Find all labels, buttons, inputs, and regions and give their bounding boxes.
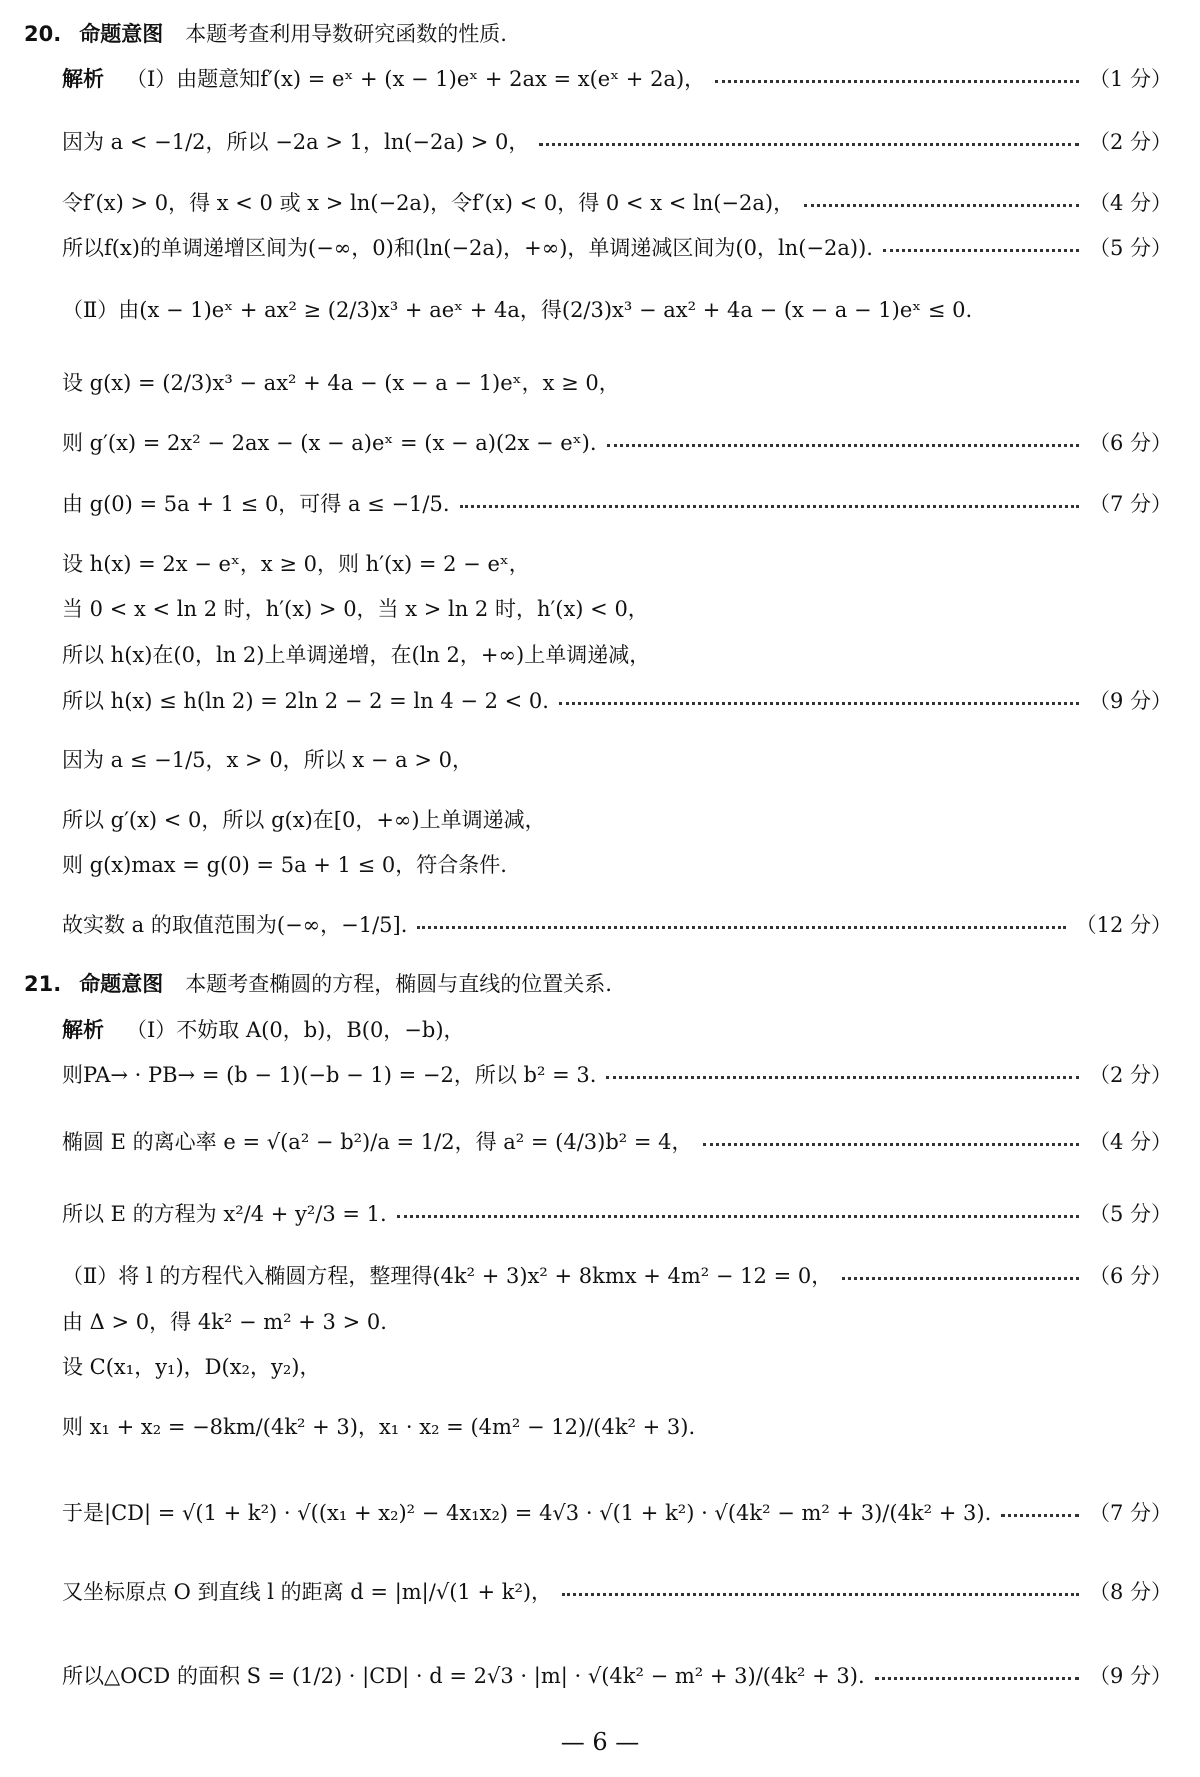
q21-line-6 <box>62 1310 1172 1335</box>
q20-line-6 <box>62 371 1172 396</box>
q20-line-score: （9 分） <box>1088 689 1172 713</box>
q21-line-score: （7 分） <box>1088 1501 1172 1525</box>
q21-line-text: 由 Δ > 0，得 4k² − m² + 3 > 0. <box>62 1310 387 1334</box>
q20-line-5 <box>62 298 1172 323</box>
q20-line-text: 所以 h(x) ≤ h(ln 2) = 2ln 2 − 2 = ln 4 − 2 < 0. <box>62 689 549 713</box>
q20-line-text: 所以f(x)的单调递增区间为(−∞，0)和(ln(−2a)，+∞)，单调递减区间为(0，ln(−2a)). <box>62 236 873 260</box>
leader-dots <box>703 1143 1079 1146</box>
q20-line-text: 因为 a ≤ −1/5，x > 0，所以 x − a > 0， <box>62 748 473 772</box>
q20-line-4 <box>62 236 1172 261</box>
q20-line-score: （6 分） <box>1088 431 1172 455</box>
q21-line-text: 则 x₁ + x₂ = −8km/(4k² + 3)，x₁ · x₂ = (4m² − 12)/(4k² + 3). <box>62 1415 696 1439</box>
q20-line-7 <box>62 431 1172 456</box>
q21-heading-text: 本题考查椭圆的方程，椭圆与直线的位置关系. <box>185 972 612 996</box>
leader-dots <box>607 444 1079 447</box>
leader-dots <box>842 1277 1079 1280</box>
q20-line-text: 当 0 < x < ln 2 时，h′(x) > 0，当 x > ln 2 时，h′(x) < 0， <box>62 597 649 621</box>
q20-line-10 <box>62 597 1172 622</box>
q21-analysis-label: 解析 <box>62 1018 104 1042</box>
leader-dots <box>715 80 1079 83</box>
leader-dots <box>539 143 1079 146</box>
leader-dots <box>562 1593 1079 1596</box>
q21-line-3 <box>62 1130 1172 1155</box>
q20-line-text: 由 g(0) = 5a + 1 ≤ 0，可得 a ≤ −1/5. <box>62 492 450 516</box>
page-number: — 6 — <box>560 1728 640 1756</box>
q20-line-text: （Ⅰ）由题意知f′(x) = eˣ + (x − 1)eˣ + 2ax = x(eˣ + 2a)， <box>126 67 706 91</box>
q21-number: 21. <box>24 972 62 996</box>
q21-line-8 <box>62 1415 1172 1440</box>
q20-line-8 <box>62 492 1172 517</box>
q20-line-text: 则 g′(x) = 2x² − 2ax − (x − a)eˣ = (x − a)(2x − eˣ). <box>62 431 597 455</box>
q20-line-score: （12 分） <box>1075 913 1172 937</box>
leader-dots <box>875 1677 1079 1680</box>
leader-dots <box>804 204 1079 207</box>
q20-line-3 <box>62 191 1172 216</box>
q20-line-2 <box>62 130 1172 155</box>
q21-line-score: （9 分） <box>1088 1664 1172 1688</box>
q20-line-score: （7 分） <box>1088 492 1172 516</box>
leader-dots <box>417 926 1065 929</box>
q21-line-11 <box>62 1664 1172 1689</box>
q21-heading <box>24 972 1134 997</box>
q20-line-text: 所以 g′(x) < 0，所以 g(x)在[0，+∞)上单调递减， <box>62 808 546 832</box>
q21-line-score: （6 分） <box>1088 1264 1172 1288</box>
q20-line-text: 设 h(x) = 2x − eˣ，x ≥ 0，则 h′(x) = 2 − eˣ， <box>62 552 530 576</box>
q21-line-text: （Ⅱ）将 l 的方程代入椭圆方程，整理得(4k² + 3)x² + 8kmx + 4m² − 12 = 0， <box>62 1264 833 1288</box>
q21-line-5 <box>62 1264 1172 1289</box>
q20-heading-text: 本题考查利用导数研究函数的性质. <box>185 22 507 46</box>
q20-line-11 <box>62 643 1172 668</box>
q21-line-text: 于是|CD| = √(1 + k²) · √((x₁ + x₂)² − 4x₁x₂) = 4√3 · √(1 + k²) · √(4k² − m² + 3)/(4k² + 3). <box>62 1501 992 1525</box>
q20-line-1 <box>62 67 1172 92</box>
q20-analysis-label: 解析 <box>62 67 104 91</box>
q20-line-text: 因为 a < −1/2，所以 −2a > 1，ln(−2a) > 0， <box>62 130 530 154</box>
q20-line-9 <box>62 552 1172 577</box>
q21-line-4 <box>62 1202 1172 1227</box>
q21-line-text: 所以 E 的方程为 x²/4 + y²/3 = 1. <box>62 1202 387 1226</box>
q20-line-score: （2 分） <box>1088 130 1172 154</box>
q20-line-score: （4 分） <box>1088 191 1172 215</box>
q21-line-text: 又坐标原点 O 到直线 l 的距离 d = |m|/√(1 + k²)， <box>62 1580 553 1604</box>
q20-line-text: 设 g(x) = (2/3)x³ − ax² + 4a − (x − a − 1)eˣ，x ≥ 0， <box>62 371 620 395</box>
leader-dots <box>460 505 1079 508</box>
q20-line-13 <box>62 748 1172 773</box>
q21-line-10 <box>62 1580 1172 1605</box>
q20-line-text: 所以 h(x)在(0，ln 2)上单调递增，在(ln 2，+∞)上单调递减， <box>62 643 651 667</box>
q20-line-score: （1 分） <box>1088 67 1172 91</box>
q20-line-text: （Ⅱ）由(x − 1)eˣ + ax² ≥ (2/3)x³ + aeˣ + 4a，得(2/3)x³ − ax² + 4a − (x − a − 1)eˣ ≤ 0. <box>62 298 973 322</box>
leader-dots <box>606 1076 1079 1079</box>
q21-line-score: （2 分） <box>1088 1063 1172 1087</box>
q21-line-1 <box>62 1018 1172 1043</box>
q21-line-score: （5 分） <box>1088 1202 1172 1226</box>
q20-heading <box>24 22 1134 47</box>
q20-number: 20. <box>24 22 62 46</box>
q21-line-score: （8 分） <box>1088 1580 1172 1604</box>
leader-dots <box>397 1215 1079 1218</box>
leader-dots <box>559 702 1079 705</box>
q21-line-text: 椭圆 E 的离心率 e = √(a² − b²)/a = 1/2，得 a² = (4/3)b² = 4， <box>62 1130 693 1154</box>
q20-line-15 <box>62 853 1172 878</box>
leader-dots <box>1001 1514 1079 1517</box>
q21-line-2 <box>62 1063 1172 1088</box>
leader-dots <box>883 249 1079 252</box>
q21-heading-label: 命题意图 <box>79 972 164 996</box>
q21-line-text: 所以△OCD 的面积 S = (1/2) · |CD| · d = 2√3 · |m| · √(4k² − m² + 3)/(4k² + 3). <box>62 1664 865 1688</box>
q21-line-7 <box>62 1355 1172 1380</box>
q20-heading-label: 命题意图 <box>79 22 164 46</box>
q21-line-text: 设 C(x₁，y₁)，D(x₂，y₂)， <box>62 1355 321 1379</box>
q20-line-12 <box>62 689 1172 714</box>
q20-line-text: 故实数 a 的取值范围为(−∞，−1/5]. <box>62 913 408 937</box>
q20-line-text: 则 g(x)max = g(0) = 5a + 1 ≤ 0，符合条件. <box>62 853 507 877</box>
q21-line-text: 则PA→ · PB→ = (b − 1)(−b − 1) = −2，所以 b² = 3. <box>62 1063 597 1087</box>
q20-line-16 <box>62 913 1172 938</box>
q20-line-score: （5 分） <box>1088 236 1172 260</box>
q21-line-text: （Ⅰ）不妨取 A(0，b)，B(0，−b)， <box>126 1018 465 1042</box>
q20-line-14 <box>62 808 1172 833</box>
q20-line-text: 令f′(x) > 0，得 x < 0 或 x > ln(−2a)，令f′(x) < 0，得 0 < x < ln(−2a)， <box>62 191 795 215</box>
q21-line-score: （4 分） <box>1088 1130 1172 1154</box>
q21-line-9 <box>62 1501 1172 1526</box>
